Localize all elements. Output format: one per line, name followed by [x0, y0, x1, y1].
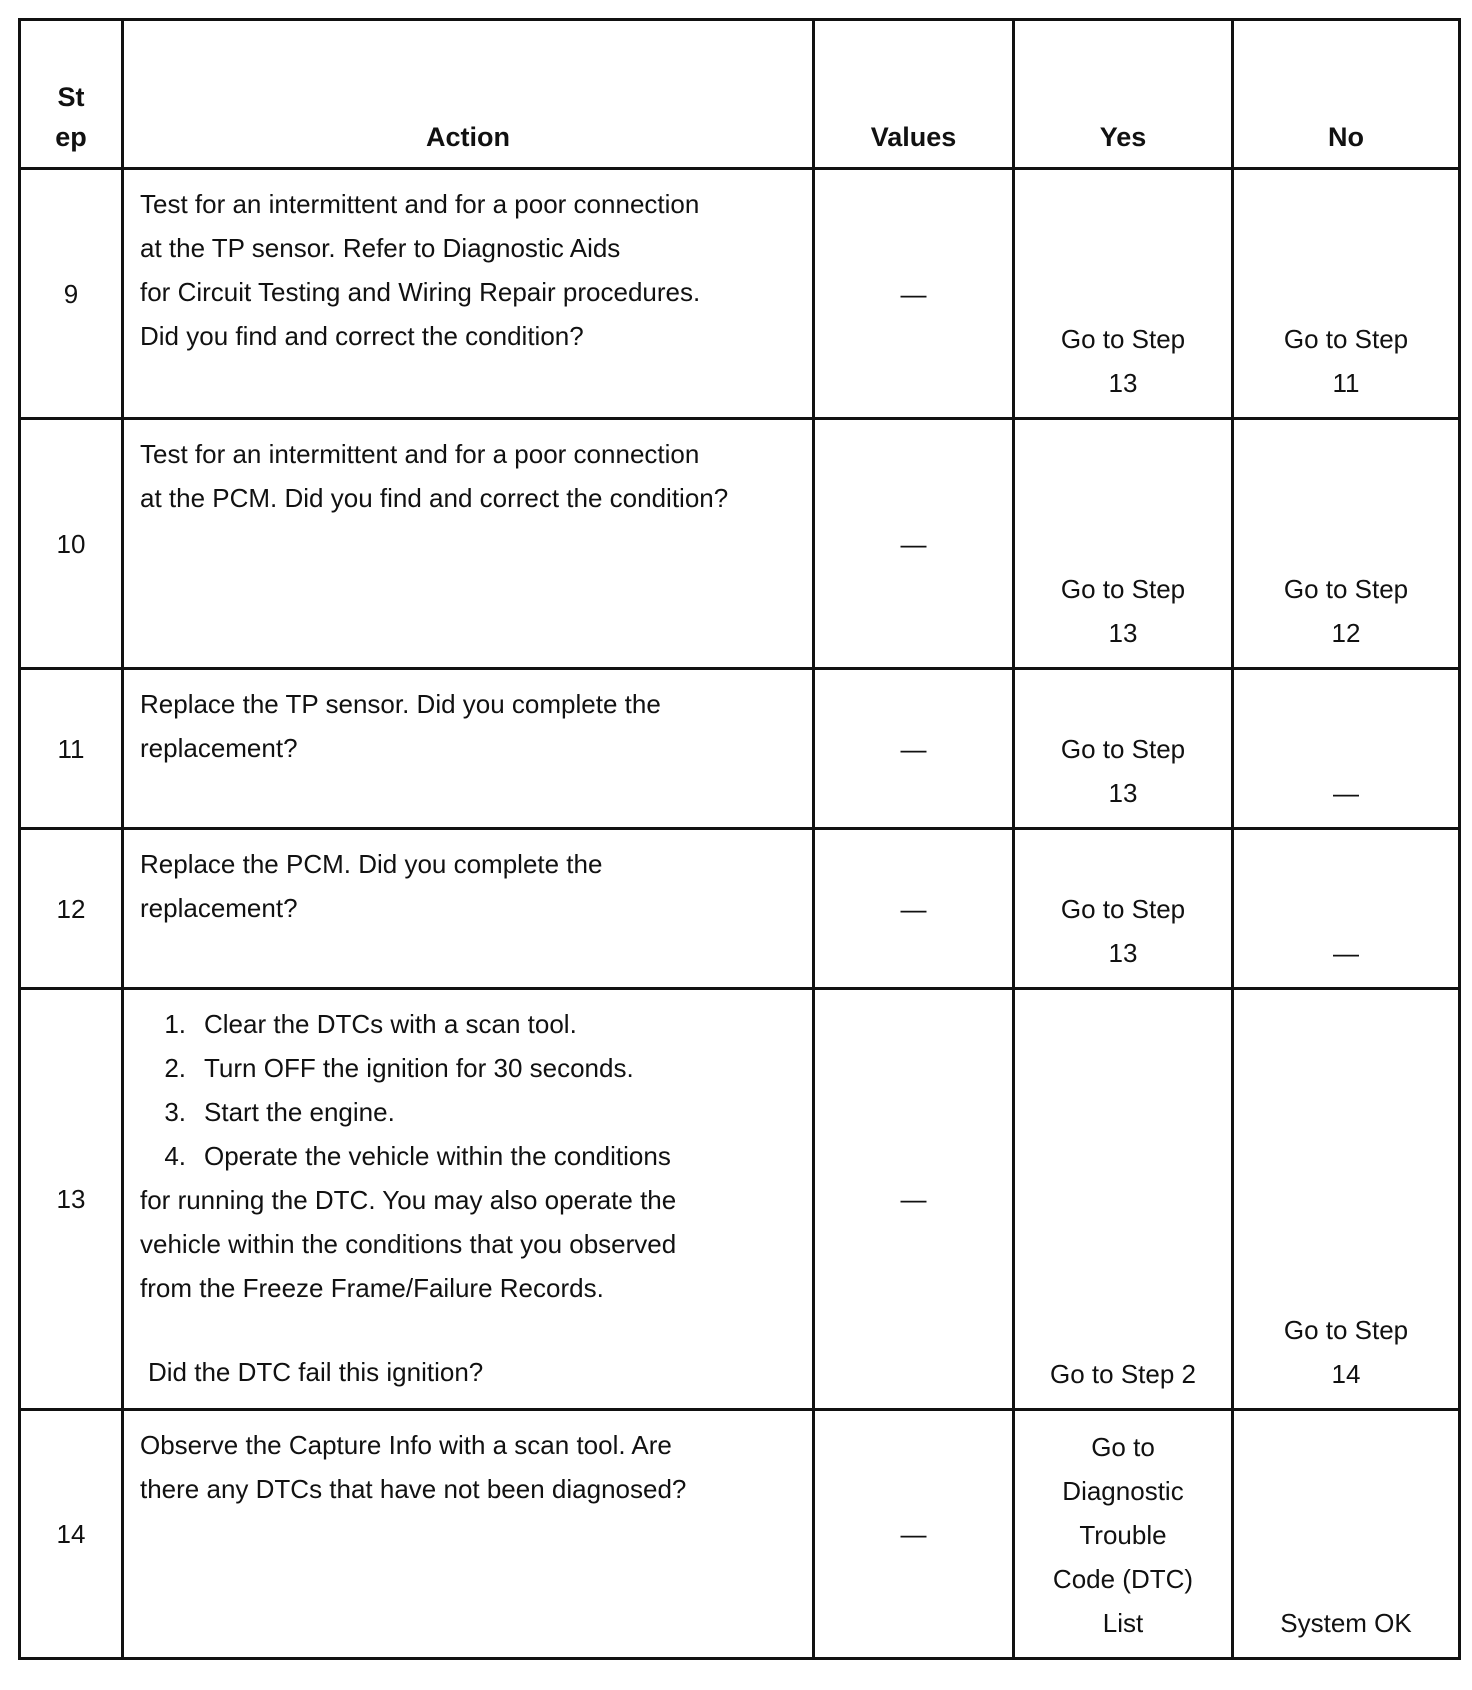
diagnostic-table-page — [18, 18, 1458, 1660]
yes-cell: Go to Step 13 — [1014, 669, 1233, 829]
action-cell: Test for an intermittent and for a poor connection at the TP sensor. Refer to Diagnostic Aids for Circuit Testing and Wiring Repair procedures. Did you find and correct the condition? — [123, 169, 814, 419]
step-number: 10 — [20, 419, 123, 669]
diagnostic-steps-table — [18, 18, 1461, 1660]
header-yes: Yes — [1014, 20, 1233, 169]
table-row — [20, 419, 1460, 669]
action-cell: 1. Clear the DTCs with a scan tool. 2. Turn OFF the ignition for 30 seconds. 3. Start the engine. 4. Operate the vehicle within the conditions for running the DTC. You may also operate the vehicle within the conditions that you observed from the Freeze Frame/Failure Records. Did the DTC fail this ignition? — [123, 989, 814, 1410]
table-row — [20, 829, 1460, 989]
values-cell: — — [814, 169, 1014, 419]
table-row — [20, 989, 1460, 1410]
no-cell: Go to Step 12 — [1233, 419, 1460, 669]
yes-cell: Go to Step 13 — [1014, 419, 1233, 669]
header-values: Values — [814, 20, 1014, 169]
step-number: 11 — [20, 669, 123, 829]
values-cell: — — [814, 1410, 1014, 1659]
action-cell: Replace the TP sensor. Did you complete the replacement? — [123, 669, 814, 829]
table-header-row — [20, 20, 1460, 169]
no-cell: Go to Step 14 — [1233, 989, 1460, 1410]
values-cell: — — [814, 419, 1014, 669]
table-row — [20, 169, 1460, 419]
step-number: 9 — [20, 169, 123, 419]
list-item: 1. Clear the DTCs with a scan tool. — [164, 1009, 577, 1039]
values-cell: — — [814, 669, 1014, 829]
no-cell: — — [1233, 829, 1460, 989]
yes-cell: Go to Diagnostic Trouble Code (DTC) List — [1014, 1410, 1233, 1659]
no-cell: — — [1233, 669, 1460, 829]
action-cell: Replace the PCM. Did you complete the replacement? — [123, 829, 814, 989]
table-row — [20, 669, 1460, 829]
yes-cell: Go to Step 2 — [1014, 989, 1233, 1410]
header-step: St ep — [20, 20, 123, 169]
no-cell: Go to Step 11 — [1233, 169, 1460, 419]
list-item: 3. Start the engine. — [164, 1097, 395, 1127]
yes-cell: Go to Step 13 — [1014, 169, 1233, 419]
action-cell: Observe the Capture Info with a scan tool. Are there any DTCs that have not been diagnosed? — [123, 1410, 814, 1659]
action-question: Did the DTC fail this ignition? — [148, 1357, 484, 1387]
action-cell: Test for an intermittent and for a poor connection at the PCM. Did you find and correct the condition? — [123, 419, 814, 669]
values-cell: — — [814, 989, 1014, 1410]
header-action: Action — [123, 20, 814, 169]
list-item: 2. Turn OFF the ignition for 30 seconds. — [164, 1053, 634, 1083]
step-number: 13 — [20, 989, 123, 1410]
table-row — [20, 1410, 1460, 1659]
no-cell: System OK — [1233, 1410, 1460, 1659]
header-no: No — [1233, 20, 1460, 169]
step-number: 14 — [20, 1410, 123, 1659]
step-number: 12 — [20, 829, 123, 989]
yes-cell: Go to Step 13 — [1014, 829, 1233, 989]
values-cell: — — [814, 829, 1014, 989]
list-item: 4. Operate the vehicle within the conditions — [164, 1141, 671, 1171]
